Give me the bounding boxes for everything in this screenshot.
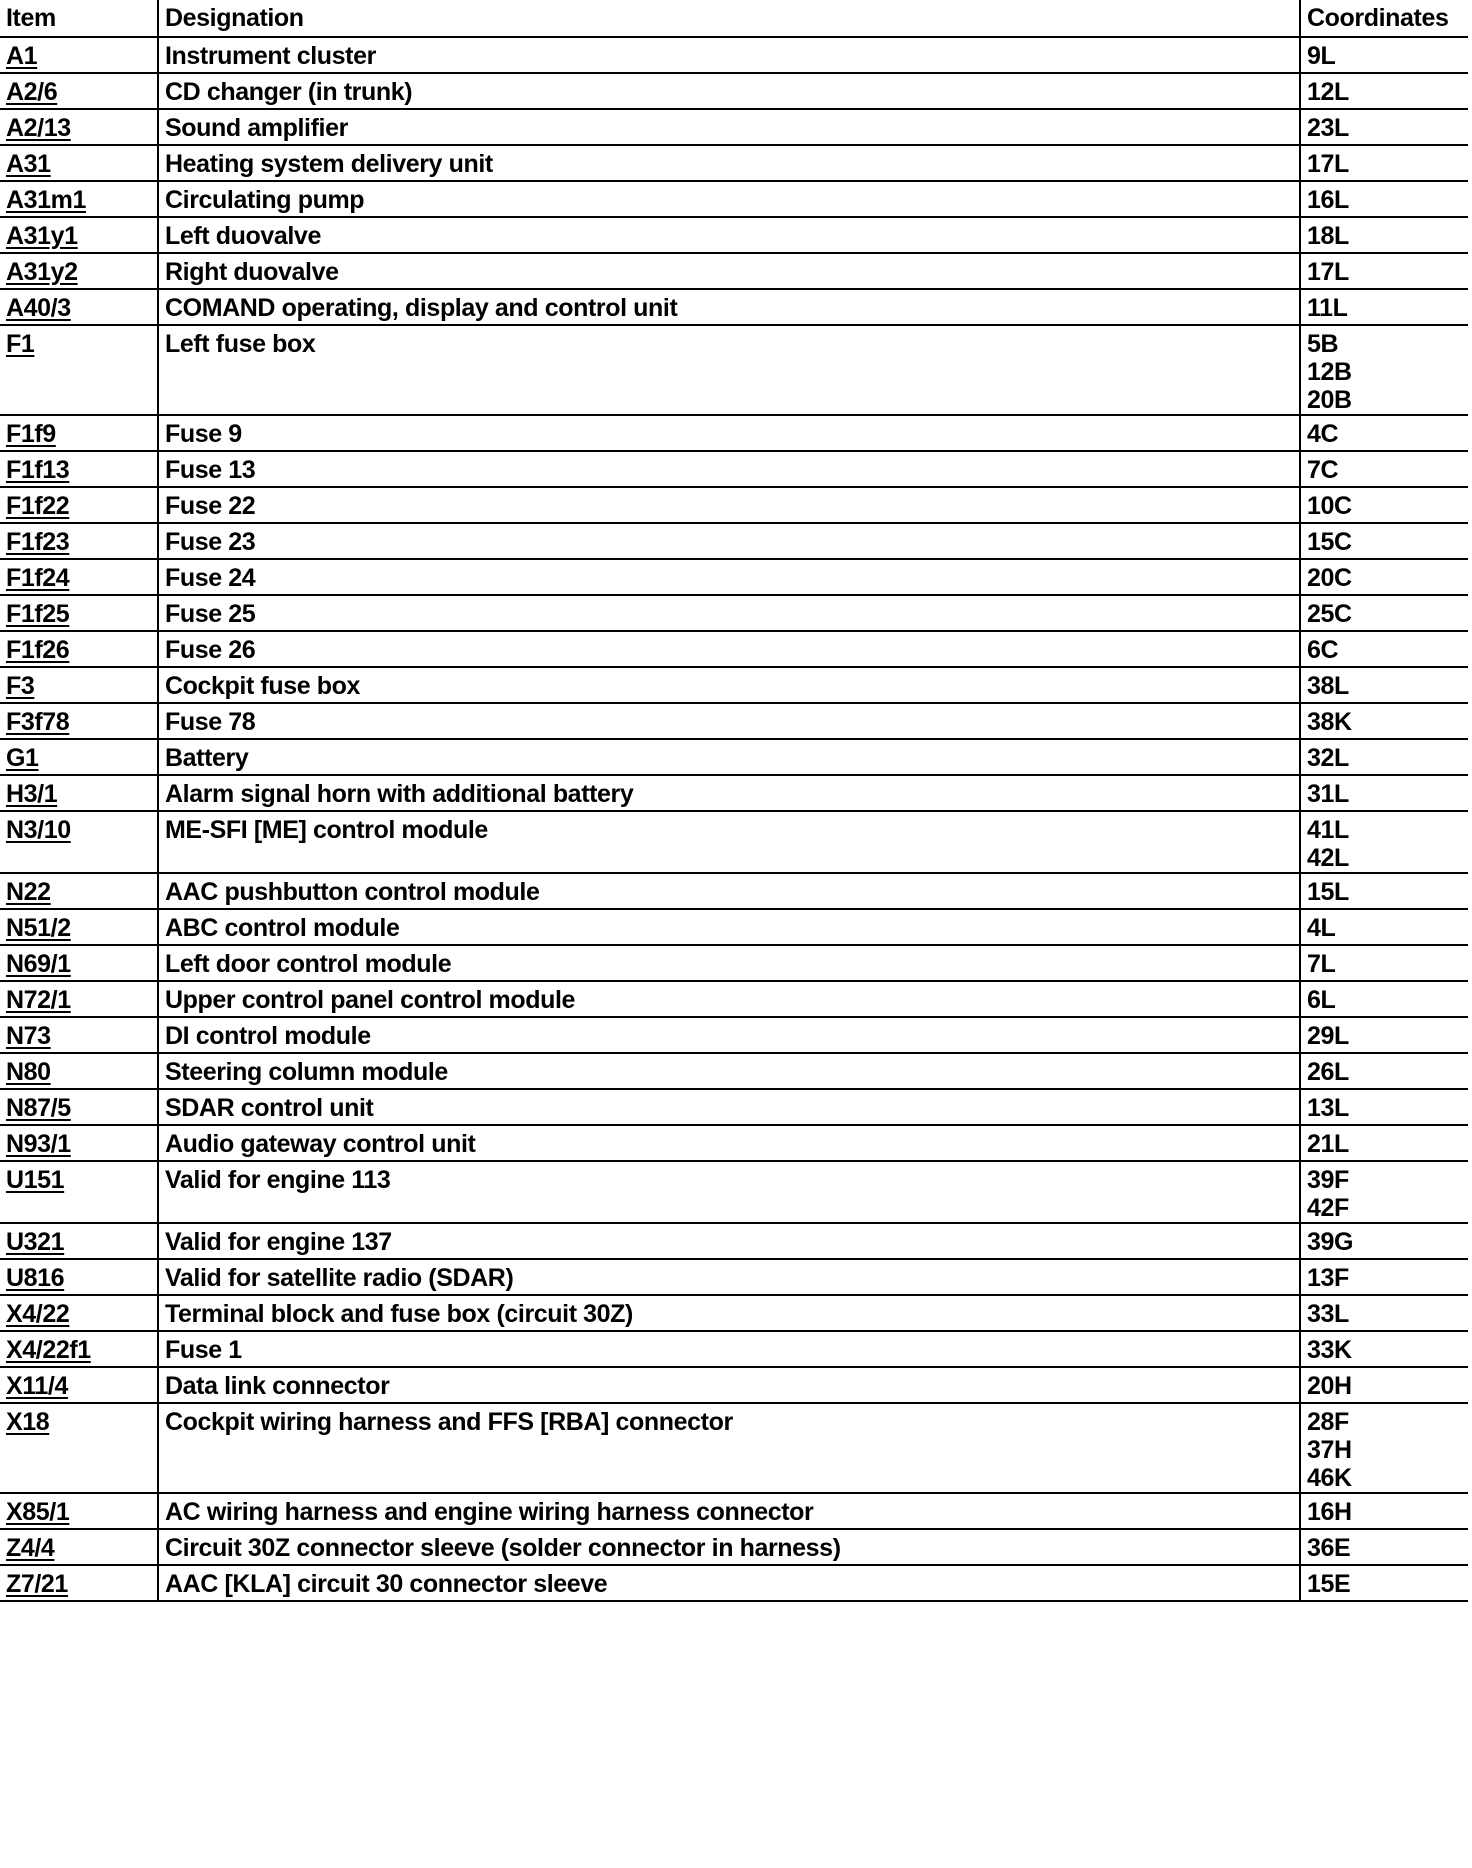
item-cell <box>0 1017 158 1053</box>
coordinates-cell <box>1300 73 1468 109</box>
item-link[interactable]: Z4/4 <box>6 1534 55 1562</box>
coordinates-cell <box>1300 181 1468 217</box>
item-link[interactable]: A40/3 <box>6 294 71 322</box>
item-cell <box>0 1161 158 1223</box>
item-link[interactable]: N51/2 <box>6 914 71 942</box>
coordinates-cell <box>1300 1493 1468 1529</box>
header-coordinates: Coordinates <box>1300 0 1468 37</box>
item-link[interactable]: X85/1 <box>6 1498 70 1526</box>
item-cell <box>0 253 158 289</box>
item-link[interactable]: A31y1 <box>6 222 78 250</box>
coordinate-value: 7C <box>1307 456 1339 484</box>
item-cell <box>0 595 158 631</box>
table-row <box>0 181 1468 217</box>
table-row <box>0 1403 1468 1493</box>
item-link[interactable]: A2/13 <box>6 114 71 142</box>
designation-cell: AAC [KLA] circuit 30 connector sleeve <box>158 1565 1300 1601</box>
coordinates-cell <box>1300 631 1468 667</box>
item-link[interactable]: A31m1 <box>6 186 86 214</box>
designation-cell: CD changer (in trunk) <box>158 73 1300 109</box>
coordinates-cell <box>1300 1125 1468 1161</box>
item-link[interactable]: U321 <box>6 1228 65 1256</box>
coordinate-value: 37H <box>1307 1436 1352 1464</box>
item-link[interactable]: X18 <box>6 1408 50 1436</box>
coordinate-value: 25C <box>1307 600 1352 628</box>
designation-cell: Circuit 30Z connector sleeve (solder connector in harness) <box>158 1529 1300 1565</box>
coordinate-value: 10C <box>1307 492 1352 520</box>
designation-cell: Fuse 13 <box>158 451 1300 487</box>
header-item: Item <box>0 0 158 37</box>
coordinate-value: 13F <box>1307 1264 1349 1292</box>
item-link[interactable]: F1f9 <box>6 420 56 448</box>
designation-cell: Fuse 78 <box>158 703 1300 739</box>
item-link[interactable]: F1f26 <box>6 636 70 664</box>
item-link[interactable]: N72/1 <box>6 986 71 1014</box>
table-row <box>0 1089 1468 1125</box>
coordinate-value: 5B <box>1307 330 1339 358</box>
designation-cell: ME-SFI [ME] control module <box>158 811 1300 873</box>
coordinates-cell <box>1300 1565 1468 1601</box>
coordinate-value: 33L <box>1307 1300 1349 1328</box>
coordinate-value: 20H <box>1307 1372 1352 1400</box>
item-cell <box>0 1331 158 1367</box>
table-row <box>0 415 1468 451</box>
table-row <box>0 451 1468 487</box>
designation-cell: Terminal block and fuse box (circuit 30Z) <box>158 1295 1300 1331</box>
designation-cell: Fuse 24 <box>158 559 1300 595</box>
designation-cell: Left fuse box <box>158 325 1300 415</box>
designation-cell: Fuse 9 <box>158 415 1300 451</box>
item-link[interactable]: N87/5 <box>6 1094 71 1122</box>
item-cell <box>0 487 158 523</box>
item-cell <box>0 945 158 981</box>
item-cell <box>0 667 158 703</box>
coordinate-value: 20C <box>1307 564 1352 592</box>
coordinates-cell <box>1300 595 1468 631</box>
item-link[interactable]: F1f24 <box>6 564 70 592</box>
coordinate-value: 12L <box>1307 78 1349 106</box>
table-row <box>0 1493 1468 1529</box>
item-cell <box>0 415 158 451</box>
item-link[interactable]: F1f23 <box>6 528 70 556</box>
coordinates-cell <box>1300 1295 1468 1331</box>
coordinate-value: 42L <box>1307 844 1349 872</box>
designation-cell: Valid for satellite radio (SDAR) <box>158 1259 1300 1295</box>
designation-cell: Alarm signal horn with additional battery <box>158 775 1300 811</box>
designation-cell: Cockpit wiring harness and FFS [RBA] connector <box>158 1403 1300 1493</box>
designation-cell: Valid for engine 137 <box>158 1223 1300 1259</box>
designation-cell: Steering column module <box>158 1053 1300 1089</box>
coordinates-cell <box>1300 1367 1468 1403</box>
item-cell <box>0 523 158 559</box>
coordinates-cell <box>1300 909 1468 945</box>
coordinate-value: 28F <box>1307 1408 1349 1436</box>
coordinate-value: 39F <box>1307 1166 1349 1194</box>
item-cell <box>0 703 158 739</box>
coordinate-value: 33K <box>1307 1336 1352 1364</box>
coordinates-cell <box>1300 253 1468 289</box>
coordinates-cell <box>1300 559 1468 595</box>
coordinates-cell <box>1300 1259 1468 1295</box>
item-cell <box>0 109 158 145</box>
item-link[interactable]: A1 <box>6 42 38 70</box>
item-cell <box>0 1367 158 1403</box>
item-link[interactable]: A31 <box>6 150 51 178</box>
table-row <box>0 217 1468 253</box>
table-body <box>0 37 1468 1601</box>
designation-cell: AAC pushbutton control module <box>158 873 1300 909</box>
coordinate-value: 26L <box>1307 1058 1349 1086</box>
item-link[interactable]: Z7/21 <box>6 1570 68 1598</box>
item-cell <box>0 73 158 109</box>
designation-cell: COMAND operating, display and control unit <box>158 289 1300 325</box>
table-row <box>0 1565 1468 1601</box>
item-cell <box>0 37 158 73</box>
coordinate-value: 20B <box>1307 386 1352 414</box>
coordinate-value: 6C <box>1307 636 1339 664</box>
coordinate-value: 42F <box>1307 1194 1349 1222</box>
coordinates-cell <box>1300 217 1468 253</box>
coordinates-cell <box>1300 415 1468 451</box>
coordinate-value: 13L <box>1307 1094 1349 1122</box>
item-cell <box>0 909 158 945</box>
designation-cell: Data link connector <box>158 1367 1300 1403</box>
coordinate-value: 4C <box>1307 420 1339 448</box>
table-row <box>0 945 1468 981</box>
coordinate-value: 15C <box>1307 528 1352 556</box>
table-row <box>0 739 1468 775</box>
table-row <box>0 631 1468 667</box>
item-link[interactable]: N69/1 <box>6 950 71 978</box>
coordinates-cell <box>1300 1161 1468 1223</box>
coordinates-cell <box>1300 289 1468 325</box>
item-cell <box>0 1493 158 1529</box>
coordinates-cell <box>1300 37 1468 73</box>
item-link[interactable]: N80 <box>6 1058 51 1086</box>
coordinates-cell <box>1300 487 1468 523</box>
coordinates-cell <box>1300 873 1468 909</box>
table-row <box>0 981 1468 1017</box>
coordinate-value: 4L <box>1307 914 1336 942</box>
coordinates-cell <box>1300 1053 1468 1089</box>
item-cell <box>0 1125 158 1161</box>
coordinate-value: 29L <box>1307 1022 1349 1050</box>
item-cell <box>0 1295 158 1331</box>
coordinates-cell <box>1300 667 1468 703</box>
item-cell <box>0 1529 158 1565</box>
coordinate-value: 41L <box>1307 816 1349 844</box>
table-row <box>0 1053 1468 1089</box>
coordinate-value: 18L <box>1307 222 1349 250</box>
designation-cell: SDAR control unit <box>158 1089 1300 1125</box>
item-link[interactable]: N73 <box>6 1022 51 1050</box>
designation-cell: Cockpit fuse box <box>158 667 1300 703</box>
table-row <box>0 909 1468 945</box>
item-link[interactable]: N93/1 <box>6 1130 71 1158</box>
coordinates-cell <box>1300 145 1468 181</box>
designation-cell: DI control module <box>158 1017 1300 1053</box>
item-cell <box>0 1259 158 1295</box>
coordinates-cell <box>1300 1223 1468 1259</box>
table-row <box>0 1125 1468 1161</box>
item-link[interactable]: A2/6 <box>6 78 58 106</box>
coordinate-value: 17L <box>1307 150 1349 178</box>
item-link[interactable]: X4/22f1 <box>6 1336 91 1364</box>
coordinate-value: 17L <box>1307 258 1349 286</box>
table-row <box>0 595 1468 631</box>
coordinates-cell <box>1300 523 1468 559</box>
coordinate-value: 15L <box>1307 878 1349 906</box>
item-cell <box>0 1089 158 1125</box>
item-cell <box>0 981 158 1017</box>
item-link[interactable]: N22 <box>6 878 51 906</box>
coordinates-cell <box>1300 703 1468 739</box>
coordinates-cell <box>1300 1403 1468 1493</box>
item-cell <box>0 217 158 253</box>
coordinates-cell <box>1300 109 1468 145</box>
item-cell <box>0 739 158 775</box>
table-row <box>0 1017 1468 1053</box>
coordinates-cell <box>1300 451 1468 487</box>
item-link[interactable]: A31y2 <box>6 258 78 286</box>
coordinate-value: 16H <box>1307 1498 1352 1526</box>
designation-cell: Instrument cluster <box>158 37 1300 73</box>
item-cell <box>0 775 158 811</box>
coordinate-value: 16L <box>1307 186 1349 214</box>
table-row <box>0 775 1468 811</box>
designation-cell: Fuse 26 <box>158 631 1300 667</box>
coordinates-cell <box>1300 1331 1468 1367</box>
coordinate-value: 38K <box>1307 708 1352 736</box>
item-link[interactable]: F1f25 <box>6 600 70 628</box>
header-designation: Designation <box>158 0 1300 37</box>
item-cell <box>0 451 158 487</box>
item-link[interactable]: U151 <box>6 1166 65 1194</box>
designation-cell: Sound amplifier <box>158 109 1300 145</box>
table-row <box>0 73 1468 109</box>
table-row <box>0 1529 1468 1565</box>
table-row <box>0 873 1468 909</box>
item-link[interactable]: N3/10 <box>6 816 71 844</box>
table-row <box>0 1223 1468 1259</box>
table-row <box>0 1259 1468 1295</box>
item-link[interactable]: F1 <box>6 330 35 358</box>
item-cell <box>0 559 158 595</box>
item-link[interactable]: X4/22 <box>6 1300 70 1328</box>
table-header <box>0 0 1468 37</box>
designation-cell: Upper control panel control module <box>158 981 1300 1017</box>
designation-cell: Left duovalve <box>158 217 1300 253</box>
designation-cell: Valid for engine 113 <box>158 1161 1300 1223</box>
table-row <box>0 1367 1468 1403</box>
coordinates-cell <box>1300 775 1468 811</box>
header-row <box>0 0 1468 37</box>
coordinates-cell <box>1300 325 1468 415</box>
table-row <box>0 667 1468 703</box>
table-row <box>0 145 1468 181</box>
designation-cell: Circulating pump <box>158 181 1300 217</box>
table-row <box>0 523 1468 559</box>
table-row <box>0 325 1468 415</box>
table-row <box>0 559 1468 595</box>
designation-cell: Fuse 23 <box>158 523 1300 559</box>
item-cell <box>0 631 158 667</box>
item-link[interactable]: F3 <box>6 672 35 700</box>
designation-cell: Heating system delivery unit <box>158 145 1300 181</box>
coordinates-cell <box>1300 811 1468 873</box>
item-link[interactable]: X11/4 <box>6 1372 68 1400</box>
coordinate-value: 6L <box>1307 986 1336 1014</box>
item-link[interactable]: F3f78 <box>6 708 70 736</box>
coordinates-cell <box>1300 1017 1468 1053</box>
coordinate-value: 46K <box>1307 1464 1352 1492</box>
item-cell <box>0 181 158 217</box>
coordinate-value: 15E <box>1307 1570 1351 1598</box>
designation-cell: ABC control module <box>158 909 1300 945</box>
item-link[interactable]: F1f22 <box>6 492 70 520</box>
coordinates-cell <box>1300 739 1468 775</box>
coordinate-value: 23L <box>1307 114 1349 142</box>
coordinate-value: 31L <box>1307 780 1349 808</box>
designation-cell: Fuse 22 <box>158 487 1300 523</box>
item-cell <box>0 289 158 325</box>
coordinate-value: 9L <box>1307 42 1336 70</box>
coordinates-cell <box>1300 945 1468 981</box>
designation-cell: Fuse 1 <box>158 1331 1300 1367</box>
item-cell <box>0 873 158 909</box>
table-row <box>0 37 1468 73</box>
table-row <box>0 703 1468 739</box>
table-row <box>0 1331 1468 1367</box>
item-link[interactable]: F1f13 <box>6 456 70 484</box>
designation-cell: Right duovalve <box>158 253 1300 289</box>
item-link[interactable]: U816 <box>6 1264 65 1292</box>
item-link[interactable]: H3/1 <box>6 780 58 808</box>
coordinate-value: 38L <box>1307 672 1349 700</box>
coordinate-value: 11L <box>1307 294 1348 322</box>
table-row <box>0 487 1468 523</box>
coordinates-cell <box>1300 981 1468 1017</box>
coordinate-value: 21L <box>1307 1130 1349 1158</box>
coordinate-value: 7L <box>1307 950 1336 978</box>
table-row <box>0 1161 1468 1223</box>
item-cell <box>0 811 158 873</box>
coordinate-value: 12B <box>1307 358 1352 386</box>
table-row <box>0 253 1468 289</box>
coordinate-value: 36E <box>1307 1534 1351 1562</box>
item-cell <box>0 325 158 415</box>
coordinates-cell <box>1300 1529 1468 1565</box>
item-cell <box>0 1223 158 1259</box>
coordinate-value: 32L <box>1307 744 1349 772</box>
table-row <box>0 811 1468 873</box>
table-row <box>0 1295 1468 1331</box>
coordinate-value: 39G <box>1307 1228 1354 1256</box>
designation-cell: Audio gateway control unit <box>158 1125 1300 1161</box>
item-link[interactable]: G1 <box>6 744 39 772</box>
table-row <box>0 289 1468 325</box>
item-cell <box>0 1403 158 1493</box>
designation-cell: Fuse 25 <box>158 595 1300 631</box>
coordinates-cell <box>1300 1089 1468 1125</box>
designation-cell: Battery <box>158 739 1300 775</box>
item-cell <box>0 1053 158 1089</box>
designation-cell: AC wiring harness and engine wiring harness connector <box>158 1493 1300 1529</box>
item-cell <box>0 145 158 181</box>
table-row <box>0 109 1468 145</box>
item-cell <box>0 1565 158 1601</box>
designation-cell: Left door control module <box>158 945 1300 981</box>
